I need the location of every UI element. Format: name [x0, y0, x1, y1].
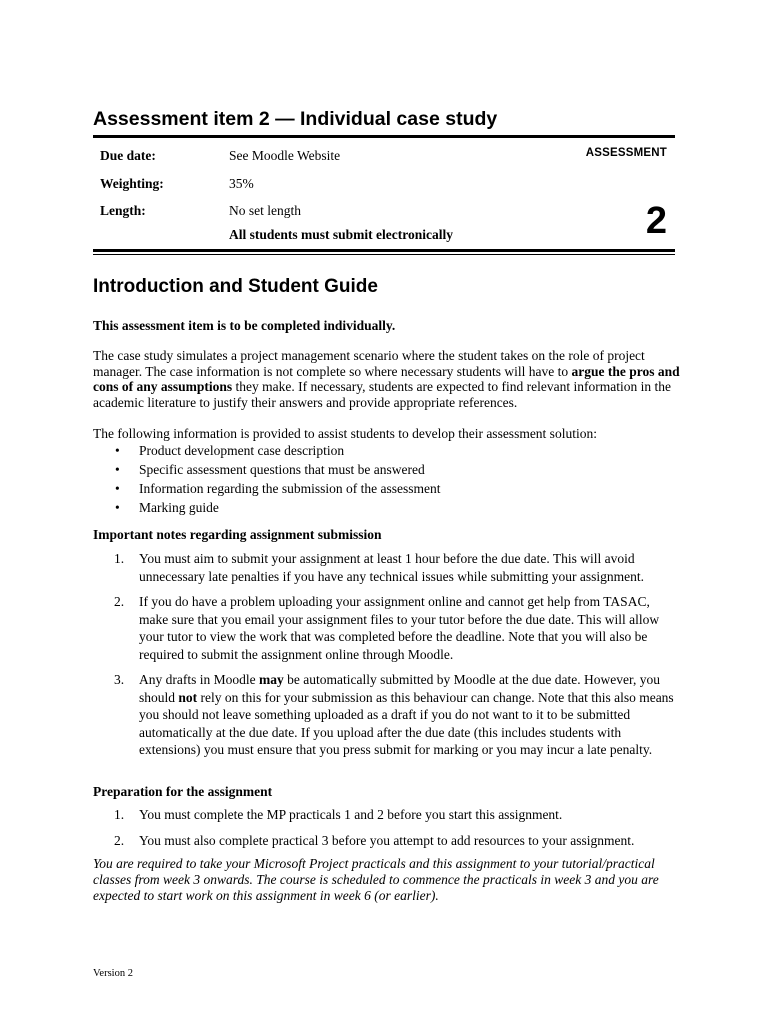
- footer-version: Version 2: [93, 968, 133, 979]
- intro-paragraph-text-b: they make. If necessary, students are expected to find relevant information in the academic literature to justify their answers and provide appropriate references.: [93, 379, 672, 410]
- assessment-badge-number: 2: [645, 200, 667, 242]
- assessment-badge-label: ASSESSMENT: [585, 147, 667, 159]
- length-label: Length:: [100, 203, 146, 218]
- list-item-text-b: be automatically submitted by Moodle at the due date. However, you should: [139, 672, 660, 705]
- list-number: 3.: [114, 672, 125, 687]
- list-number: 1.: [114, 551, 125, 566]
- header-rule-bottom-thin: [93, 254, 675, 255]
- header-rule-bottom: [93, 249, 675, 252]
- list-item-text: If you do have a problem uploading your assignment online and cannot get help from TASAC, make sure that you email your assignment files to your tutor before the due date. This will allow your tutor to view the work that was completed before the deadline. Note that you will also be required to submit the assignment online through Moodle.: [139, 594, 660, 662]
- list-item-bold-not: not: [178, 689, 198, 705]
- bullet-item: • Product development case description: [113, 441, 440, 460]
- intro-paragraph: [93, 348, 683, 410]
- list-number: 2.: [114, 833, 125, 848]
- list-number: 2.: [114, 594, 125, 609]
- header-rule-top: [93, 135, 675, 138]
- info-provided-paragraph: The following information is provided to assist students to develop their assessment solution:: [93, 426, 597, 441]
- list-item-text: [139, 671, 679, 759]
- length-value: No set length: [229, 203, 301, 218]
- list-number: 1.: [114, 807, 125, 822]
- list-item-text: You must also complete practical 3 before you attempt to add resources to your assignment.: [139, 833, 635, 848]
- bullet-item: • Marking guide: [113, 498, 440, 517]
- individual-note: This assessment item is to be completed individually.: [93, 318, 396, 333]
- intro-paragraph-text-a: The case study simulates a project management scenario where the student takes on the role of project manager. The case information is not complete so where necessary students will have to: [93, 348, 645, 379]
- weighting-label: Weighting:: [100, 176, 164, 191]
- submission-notes-heading: Important notes regarding assignment submission: [93, 527, 382, 542]
- list-item-bold-may: may: [258, 672, 284, 687]
- page-title: Assessment item 2 — Individual case study: [93, 108, 498, 130]
- bullet-item: • Specific assessment questions that must be answered: [113, 460, 440, 479]
- list-item-text-c: rely on this for your submission as this behaviour can change. Note that this also means you should not leave something uploaded as a draft if you do not want to it to be submitted automatically at the due date. If you upload after the due date (this includes students with extensions) you must ensure that you press submit for marking or you may incur a late penalty.: [139, 689, 674, 757]
- due-date-value: See Moodle Website: [229, 148, 341, 163]
- list-item-text-a: Any drafts in Moodle: [139, 672, 259, 687]
- section-heading-intro: Introduction and Student Guide: [93, 276, 378, 297]
- practicals-note: You are required to take your Microsoft Project practicals and this assignment to your tutorial/practical classes from week 3 onwards. The course is scheduled to commence the practicals in week 3 and you are expected to start work on this assignment in week 6 (or earlier).: [93, 856, 659, 903]
- weighting-value: 35%: [229, 176, 254, 191]
- bullet-item: • Information regarding the submission of the assessment: [113, 479, 440, 498]
- submit-electronically-note: All students must submit electronically: [229, 227, 454, 242]
- list-item-text: You must aim to submit your assignment at least 1 hour before the due date. This will avoid unnecessary late penalties if you have any technical issues while submitting your assignment.: [139, 551, 644, 584]
- preparation-heading: Preparation for the assignment: [93, 784, 273, 799]
- list-item-text: You must complete the MP practicals 1 and 2 before you start this assignment.: [139, 807, 563, 822]
- due-date-label: Due date:: [100, 148, 156, 163]
- info-bullet-list: [113, 441, 440, 517]
- intro-paragraph-bold: argue the pros and cons of any assumptions: [93, 363, 680, 394]
